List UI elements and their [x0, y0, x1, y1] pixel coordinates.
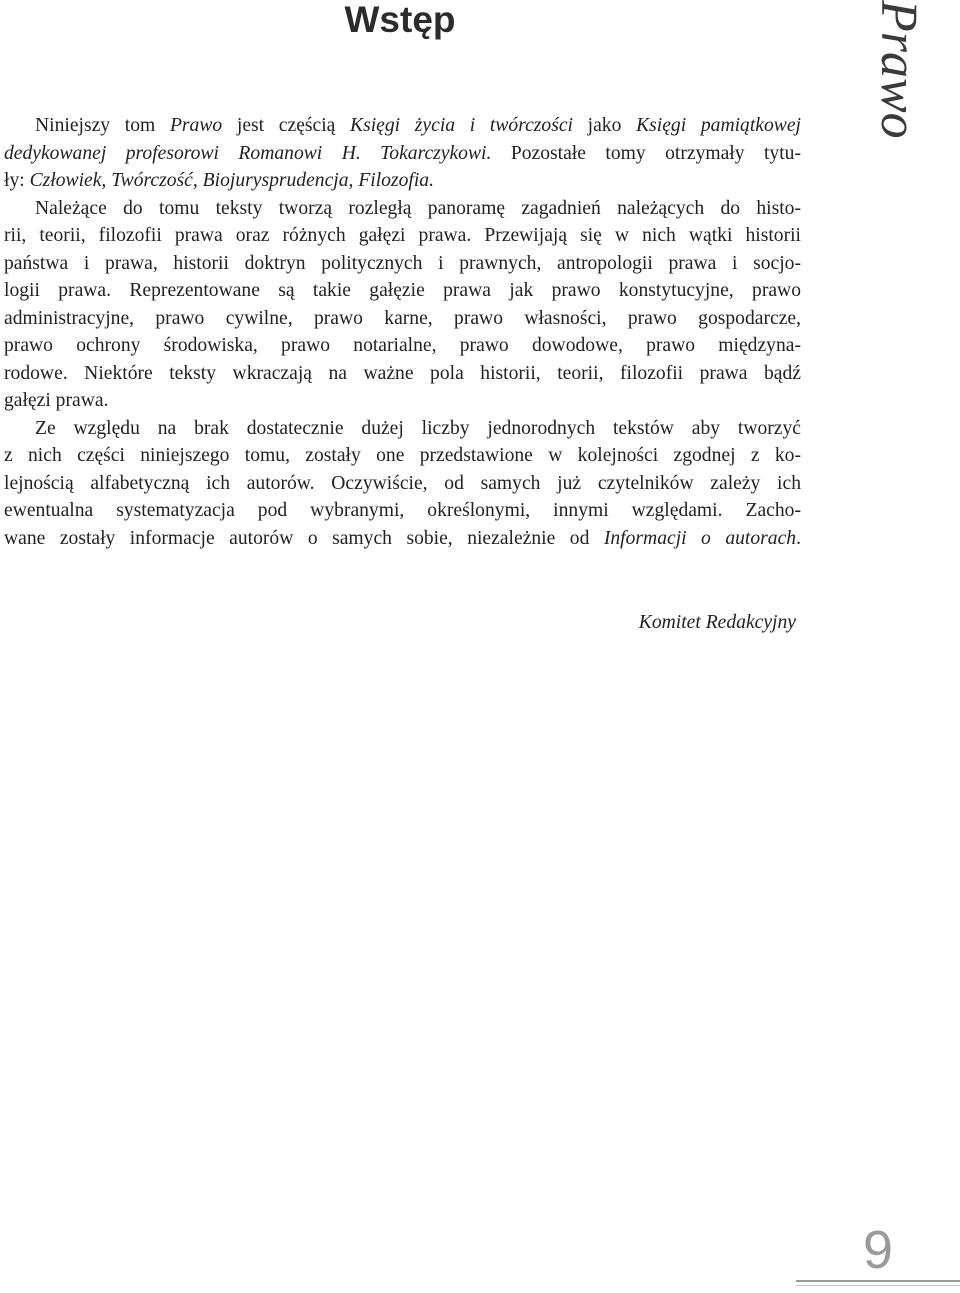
text-run: jest częścią — [222, 115, 351, 136]
text-run: lejnością alfabetyczną ich autorów. Oczywiście, od samych już czytelników zależy ich — [4, 472, 801, 494]
text-line — [4, 305, 801, 333]
side-label-text: Prawo — [870, 0, 927, 139]
body-text — [4, 112, 801, 552]
text-run: logii prawa. Reprezentowane są takie gałęzie prawa jak prawo konstytucyjne, prawo — [4, 280, 801, 301]
text-run: jako — [572, 115, 637, 136]
italic-run: Księgi pamiątkowej — [636, 115, 801, 136]
text-run: . — [796, 527, 801, 549]
text-run: prawo ochrony środowiska, prawo notarialne, prawo dowodowe, prawo międzyna- — [4, 335, 801, 356]
text-run: z nich części niniejszego tomu, zostały one przedstawione w kolejności zgodnej z ko- — [4, 445, 801, 466]
text-line — [4, 415, 801, 443]
text-run: gałęzi prawa. — [4, 390, 109, 411]
text-run: Należące do tomu teksty tworzą rozległą panoramę zagadnień należących do histo- — [35, 197, 801, 219]
text-line — [4, 140, 801, 168]
signature: Komitet Redakcyjny — [638, 612, 796, 633]
text-line — [4, 332, 801, 360]
italic-run: Informacji o autorach — [603, 527, 797, 549]
text-line — [4, 222, 801, 250]
paragraph — [4, 415, 801, 553]
text-line — [4, 195, 801, 223]
page-number-rule-thin — [796, 1285, 960, 1286]
page-title: Wstęp — [344, 0, 456, 40]
text-run: rodowe. Niektóre teksty wkraczają na ważne pola historii, teorii, filozofii prawa bądź — [4, 362, 801, 384]
text-run: ły: — [4, 170, 30, 191]
text-line — [4, 360, 801, 388]
text-line — [4, 387, 801, 415]
section-side-label — [862, 0, 932, 200]
text-line — [4, 167, 801, 195]
text-run: ewentualna systematyzacja pod wybranymi, określonymi, innymi względami. Zacho- — [4, 500, 801, 521]
text-run: wane zostały informacje autorów o samych sobie, niezależnie od — [4, 527, 604, 549]
text-run: Pozostałe tomy otrzymały tytu- — [491, 142, 801, 164]
paragraph — [4, 112, 801, 195]
text-line — [4, 277, 801, 305]
text-run: Niniejszy tom — [35, 115, 170, 136]
italic-run: Człowiek, Twórczość, Biojurysprudencja, Filozofia. — [29, 170, 434, 191]
text-run: administracyjne, prawo cywilne, prawo karne, prawo własności, prawo gospodarcze, — [4, 307, 801, 329]
text-line — [4, 470, 801, 498]
paragraph — [4, 195, 801, 415]
text-run: Ze względu na brak dostatecznie dużej liczby jednorodnych tekstów aby tworzyć — [35, 417, 801, 439]
text-line — [4, 525, 801, 553]
text-run: rii, teorii, filozofii prawa oraz różnych gałęzi prawa. Przewijają się w nich wątki historii — [4, 225, 801, 246]
page-number-rule — [796, 1280, 960, 1282]
text-run: państwa i prawa, historii doktryn politycznych i prawnych, antropologii prawa i socjo- — [4, 252, 801, 274]
text-line — [4, 112, 801, 140]
text-line — [4, 497, 801, 525]
italic-run: Księgi życia i twórczości — [350, 115, 573, 136]
text-line — [4, 250, 801, 278]
italic-run: Prawo — [169, 115, 223, 136]
text-line — [4, 442, 801, 470]
italic-run: dedykowanej profesorowi Romanowi H. Tokarczykowi. — [4, 142, 492, 164]
page-number: 9 — [862, 1220, 894, 1280]
